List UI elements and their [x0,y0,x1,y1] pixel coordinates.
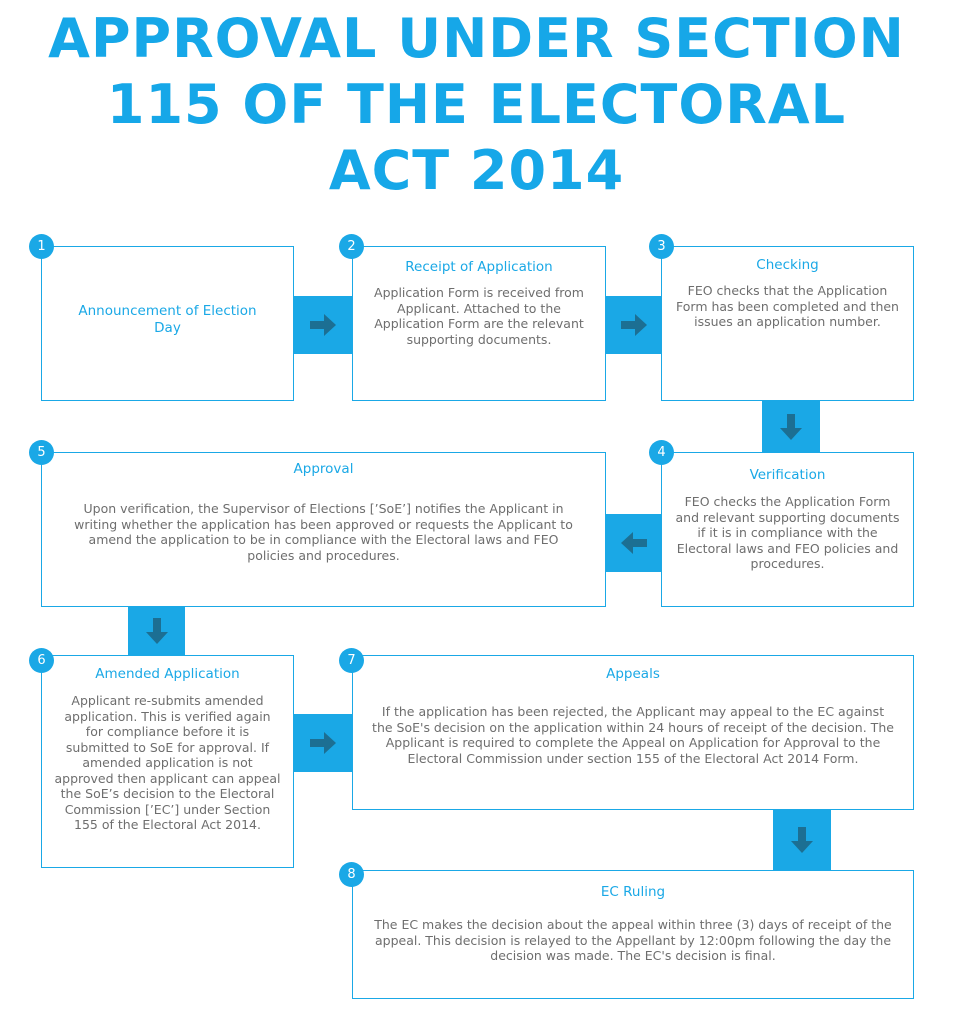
step-number-1: 1 [29,234,54,259]
arrow-left-4-5 [605,514,662,572]
arrow-down-icon [780,414,802,440]
step-box-6 [41,655,294,868]
step-box-5 [41,452,606,607]
arrow-right-icon [310,314,336,336]
step-number-3: 3 [649,234,674,259]
step-box-3 [661,246,914,401]
step-body: Applicant re-submits amended application. This is verified again for compliance before it is submitted to SoE for approval. If amended application is not approved then applicant can appeal the SoE’s decision to the Electoral Commission [’EC’] under Section 155 of the Electoral Act 2014. [54,693,281,832]
step-number-7: 7 [339,648,364,673]
step-body: FEO checks the Application Form and relevant supporting documents if it is in compliance with the Electoral laws and FEO policies and procedures. [675,494,900,571]
step-title: Checking [756,257,819,273]
step-number-5: 5 [29,440,54,465]
arrow-down-5-6 [128,606,185,656]
step-box-8 [352,870,914,999]
step-body: If the application has been rejected, the Applicant may appeal to the EC against the SoE's decision on the application within 24 hours of receipt of the decision. The Applicant is required to complete the Appeal on Application for Approval to the Electoral Commission under section 155 of the Electoral Act 2014 Form. [372,704,894,766]
title-line-3: ACT 2014 [328,139,625,202]
step-title: Appeals [606,666,660,682]
step-box-7 [352,655,914,810]
step-title: Announcement of Election Day [78,303,257,336]
arrow-down-3-4 [762,401,820,453]
step-box-1 [41,246,294,401]
arrow-right-icon [621,314,647,336]
step-title: Amended Application [95,666,240,682]
arrow-right-6-7 [293,714,353,772]
step-body: Application Form is received from Applicant. Attached to the Application Form are the relevant supporting documents. [374,285,584,347]
step-box-2 [352,246,606,401]
step-number-6: 6 [29,648,54,673]
step-title: Approval [293,461,354,477]
step-number-4: 4 [649,440,674,465]
step-title: Verification [749,467,826,483]
arrow-down-icon [791,827,813,853]
step-number-8: 8 [339,862,364,887]
arrow-left-icon [621,532,647,554]
arrow-right-2-3 [605,296,662,354]
step-body: The EC makes the decision about the appeal within three (3) days of receipt of the appeal. This decision is relayed to the Appellant by 12:00pm following the day the decision was made. The EC's decision is final. [374,917,892,963]
step-title: Receipt of Application [405,259,553,275]
arrow-right-icon [310,732,336,754]
page-title [0,6,953,204]
step-body: Upon verification, the Supervisor of Elections [’SoE’] notifies the Applicant in writing whether the application has been approved or requests the Applicant to amend the application to be in compliance with the Electoral laws and FEO policies and procedures. [74,501,573,563]
step-title: EC Ruling [600,884,666,900]
step-number-2: 2 [339,234,364,259]
arrow-down-7-8 [773,810,831,870]
title-line-1: APPROVAL UNDER SECTION [48,7,905,70]
step-body: FEO checks that the Application Form has been completed and then issues an application number. [676,283,899,329]
title-line-2: 115 OF THE ELECTORAL [106,73,847,136]
arrow-right-1-2 [293,296,353,354]
step-box-4 [661,452,914,607]
arrow-down-icon [146,618,168,644]
